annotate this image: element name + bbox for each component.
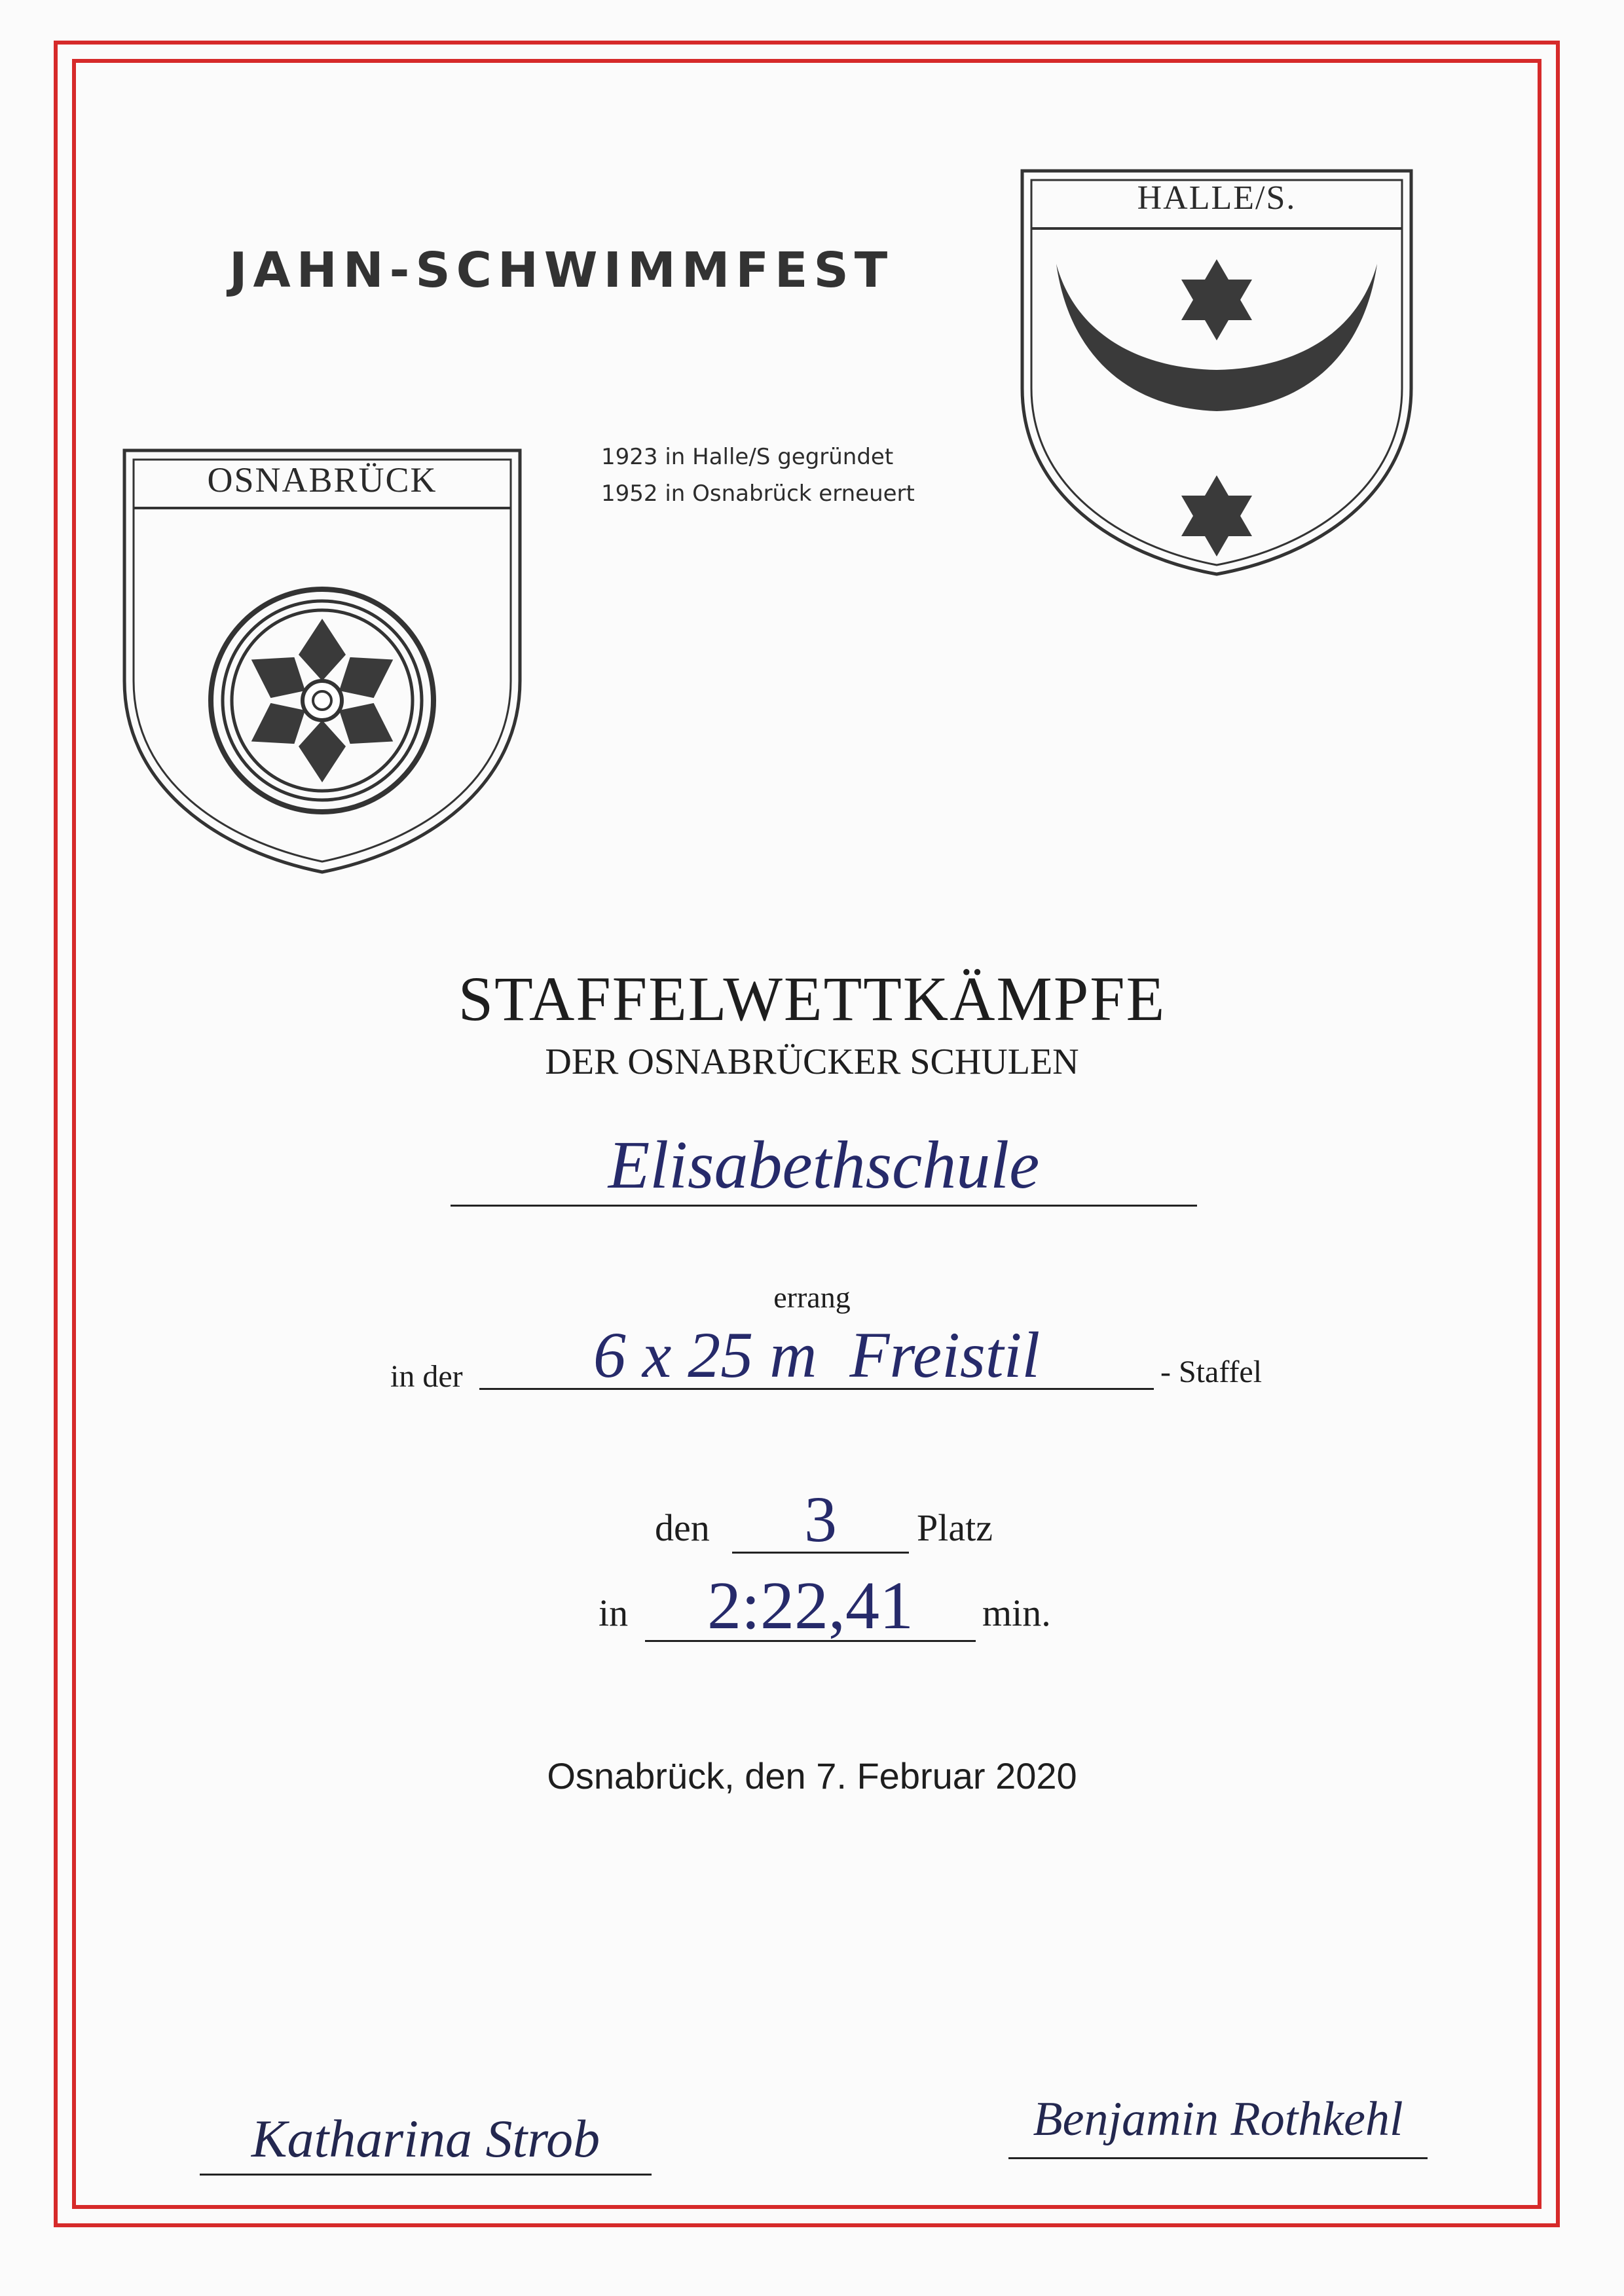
event-title: JAHN-SCHWIMMFEST (229, 242, 894, 299)
wheel-crest-icon (119, 445, 525, 877)
signature-right-line (1008, 2092, 1428, 2159)
crescent-stars-crest-icon (1017, 166, 1416, 578)
founded-line: 1923 in Halle/S gegründet (601, 444, 894, 470)
signature-left: Katharina Strob (251, 2109, 600, 2168)
time-value: 2:22,41 (707, 1568, 913, 1643)
discipline-suffix: - Staffel (1160, 1355, 1263, 1389)
school-line (451, 1127, 1197, 1207)
achieved-label: errang (773, 1281, 851, 1314)
place-suffix: Platz (917, 1506, 993, 1549)
time-line (645, 1568, 976, 1643)
osnabrueck-label: OSNABRÜCK (207, 460, 437, 500)
time-suffix: min. (982, 1592, 1051, 1634)
discipline-value: 6 x 25 m Freistil (593, 1319, 1041, 1391)
discipline-prefix: in der (390, 1359, 463, 1394)
competition-subtitle: DER OSNABRÜCKER SCHULEN (545, 1042, 1079, 1082)
halle-label: HALLE/S. (1137, 179, 1297, 217)
halle-crest (1017, 166, 1416, 578)
competition-title: STAFFELWETTKÄMPFE (458, 964, 1166, 1034)
signature-right: Benjamin Rothkehl (1033, 2092, 1403, 2146)
place-line (732, 1483, 909, 1556)
renewed-line: 1952 in Osnabrück erneuert (601, 481, 915, 507)
osnabrueck-crest (119, 445, 525, 877)
time-prefix: in (599, 1592, 629, 1634)
discipline-line (479, 1319, 1154, 1391)
place-prefix: den (655, 1506, 710, 1549)
school-name: Elisabethschule (608, 1127, 1040, 1203)
place-and-date: Osnabrück, den 7. Februar 2020 (547, 1755, 1077, 1796)
founding-text (601, 439, 1060, 512)
signature-left-line (200, 2108, 652, 2176)
place-value: 3 (804, 1483, 837, 1556)
